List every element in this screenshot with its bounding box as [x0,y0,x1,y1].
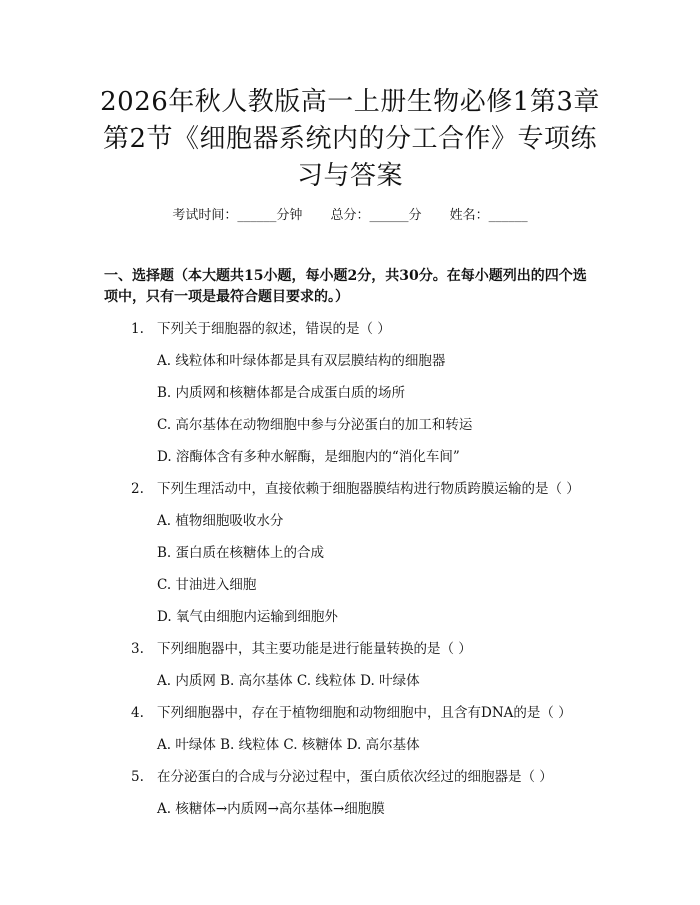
section-heading: 一、选择题（本大题共15小题，每小题2分，共30分。在每小题列出的四个选项中，只有一项是最符合题目要求的。） [104,268,587,305]
option-d: D. 溶酶体含有多种水解酶，是细胞内的“消化车间” [157,449,460,465]
question-text: 下列生理活动中，直接依赖于细胞器膜结构进行物质跨膜运输的是（ ） [157,481,580,497]
question-1 [0,320,700,466]
options-line: A. 内质网 B. 高尔基体 C. 线粒体 D. 叶绿体 [157,673,420,689]
question-4 [0,704,700,754]
option-c: C. 甘油进入细胞 [157,577,257,593]
total-score-field: 总分：______分 [330,208,422,223]
question-number: 3. [131,641,144,657]
question-number: 5. [131,769,144,785]
options-line: A. 叶绿体 B. 线粒体 C. 核糖体 D. 高尔基体 [157,737,420,753]
title-line-1: 2026年秋人教版高一上册生物必修1第3章 [100,87,600,117]
option-c: C. 高尔基体在动物细胞中参与分泌蛋白的加工和转运 [157,417,473,433]
option-d: D. 氧气由细胞内运输到细胞外 [157,609,338,625]
question-3 [0,640,700,690]
question-stem [0,320,700,338]
question-stem [0,704,700,722]
question-list [0,320,700,832]
exam-meta [0,207,700,225]
question-stem [0,640,700,658]
option-a: A. 植物细胞吸收水分 [157,513,284,529]
question-number: 4. [131,705,144,721]
question-5 [0,768,700,818]
option-a: A. 核糖体→内质网→高尔基体→细胞膜 [157,801,385,817]
title-line-2: 第2节《细胞器系统内的分工合作》专项练 [102,124,598,154]
option-b: B. 内质网和核糖体都是合成蛋白质的场所 [157,385,406,401]
question-text: 下列细胞器中，存在于植物细胞和动物细胞中，且含有DNA的是（ ） [157,705,572,721]
question-2 [0,480,700,626]
title-line-3: 习与答案 [296,161,403,191]
question-number: 2. [131,481,144,497]
question-stem [0,768,700,786]
question-text: 在分泌蛋白的合成与分泌过程中，蛋白质依次经过的细胞器是（ ） [157,769,553,785]
exam-time-field: 考试时间：______分钟 [172,208,303,223]
question-text: 下列关于细胞器的叙述，错误的是（ ） [157,321,391,337]
student-name-field: 姓名：______ [449,208,528,223]
document-title [96,84,604,195]
option-a: A. 线粒体和叶绿体都是具有双层膜结构的细胞器 [157,353,446,369]
question-text: 下列细胞器中，其主要功能是进行能量转换的是（ ） [157,641,472,657]
question-stem [0,480,700,498]
question-number: 1. [131,321,144,337]
option-b: B. 蛋白质在核糖体上的合成 [157,545,325,561]
